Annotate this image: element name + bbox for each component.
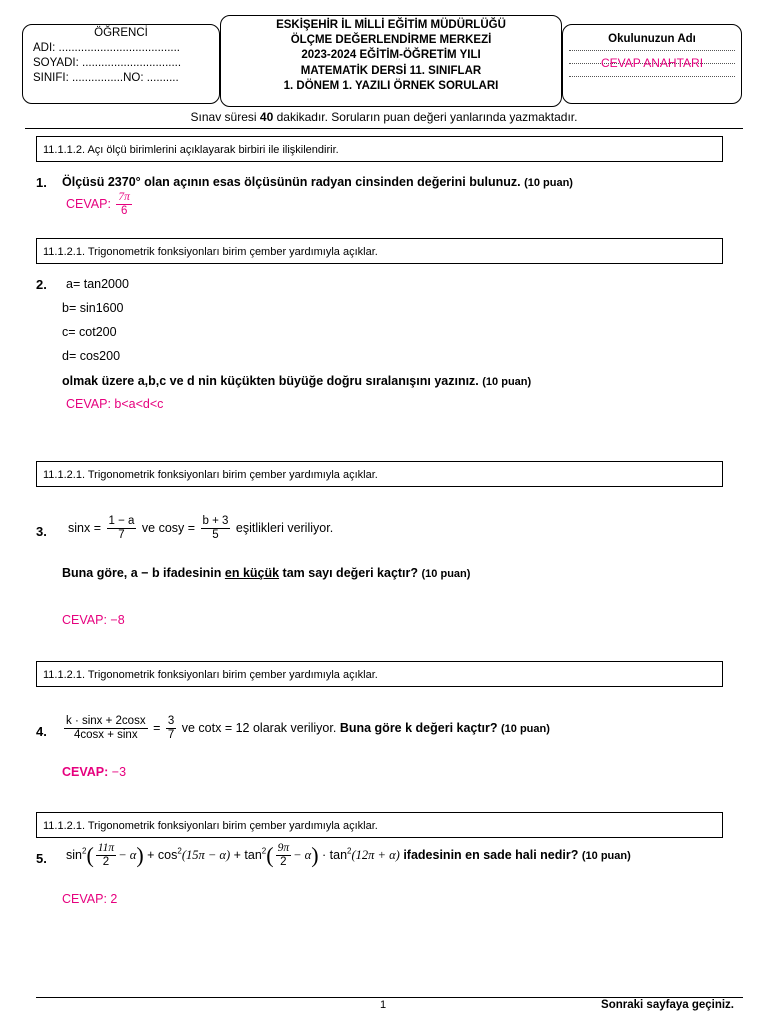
paren: ) xyxy=(311,842,319,868)
question-3-number: 3. xyxy=(36,524,47,539)
question-2-d: d= cos200 xyxy=(62,349,121,363)
fraction-denominator: 2 xyxy=(280,856,287,868)
header-line-4: MATEMATİK DERSİ 11. SINIFLAR xyxy=(300,64,482,77)
cosy-label: ve cosy = xyxy=(141,520,196,535)
objective-box-1: 11.1.1.2. Açı ölçü birimlerini açıklayarak birbiri ile ilişkilendirir. xyxy=(36,136,723,162)
question-2-text xyxy=(62,374,531,388)
footer-divider xyxy=(36,997,743,998)
question-1-number: 1. xyxy=(36,175,47,190)
question-3-body: Buna göre, a − b ifadesinin xyxy=(62,566,225,580)
fraction-denominator: 4cosx + sinx xyxy=(73,729,138,741)
fraction-denominator: 6 xyxy=(120,205,128,217)
question-5-points: (10 puan) xyxy=(581,849,631,862)
fraction-numerator: 9π xyxy=(277,842,290,854)
question-5-body: ifadesinin en sade hali nedir? xyxy=(403,847,579,862)
duration-post: dakikadır. Soruların puan değeri yanlarında yazmaktadır. xyxy=(273,110,578,124)
question-3-answer: CEVAP: −8 xyxy=(62,613,125,627)
term-tail: − α xyxy=(293,847,312,862)
question-1-answer xyxy=(66,191,134,218)
dotted-line xyxy=(569,50,735,51)
duration-pre: Sınav süresi xyxy=(190,110,260,124)
objective-box-3: 11.1.2.1. Trigonometrik fonksiyonları birim çember yardımıyla açıklar. xyxy=(36,461,723,487)
fraction-1 xyxy=(107,515,137,542)
fraction-numerator: 1 − a xyxy=(108,515,135,527)
answer-key-label: CEVAP ANAHTARI xyxy=(601,56,704,70)
question-4-mid: ve cotx = 12 olarak veriliyor. xyxy=(181,720,337,735)
fraction-numerator: 3 xyxy=(167,715,175,727)
fraction-denominator: 7 xyxy=(167,729,175,741)
fraction-denominator: 5 xyxy=(212,529,219,541)
page-number: 1 xyxy=(380,999,387,1011)
question-2-b: b= sin1600 xyxy=(62,301,124,315)
fraction-numerator: k · sinx + 2cosx xyxy=(66,715,146,727)
fraction-2 xyxy=(201,515,231,542)
tan-term-2: · tan xyxy=(322,847,348,862)
header-divider xyxy=(25,128,743,129)
question-2-number: 2. xyxy=(36,277,47,292)
sinx-label: sinx = xyxy=(68,520,102,535)
question-3-body-end: tam sayı değeri kaçtır? xyxy=(279,566,419,580)
fraction-numerator: 7π xyxy=(118,191,130,203)
header-line-5: 1. DÖNEM 1. YAZILI ÖRNEK SORULARI xyxy=(283,79,499,92)
school-box xyxy=(562,24,742,104)
answer-label: CEVAP: xyxy=(62,765,109,779)
fraction-denominator: 2 xyxy=(102,856,110,868)
next-page-note: Sonraki sayfaya geçiniz. xyxy=(601,999,734,1011)
answer-value: −3 xyxy=(111,765,127,779)
paren: ( xyxy=(86,842,94,868)
dotted-line xyxy=(569,76,735,77)
question-4-body: Buna göre k değeri kaçtır? xyxy=(339,720,498,735)
student-info-box xyxy=(22,24,220,104)
exponent: 2 xyxy=(261,846,267,856)
question-1-points: (10 puan) xyxy=(524,177,573,189)
tan-arg: (12π + α) xyxy=(351,847,400,862)
question-4-given xyxy=(62,715,550,742)
question-5-number: 5. xyxy=(36,851,47,866)
answer-label: CEVAP: xyxy=(66,196,111,211)
question-1-body: Ölçüsü 2370° olan açının esas ölçüsünün radyan cinsinden değerini bulunuz. xyxy=(62,175,521,189)
student-class-field: SINIFI: ................NO: .......... xyxy=(33,72,179,84)
question-3-points: (10 puan) xyxy=(421,568,471,580)
fraction-numerator: 11π xyxy=(97,842,115,854)
question-1-text xyxy=(62,175,573,189)
exponent: 2 xyxy=(177,846,182,856)
header-line-1: ESKİŞEHİR İL MİLLİ EĞİTİM MÜDÜRLÜĞÜ xyxy=(276,19,506,31)
student-surname-field: SOYADI: ............................... xyxy=(33,57,182,69)
objective-box-4: 11.1.2.1. Trigonometrik fonksiyonları birim çember yardımıyla açıklar. xyxy=(36,661,723,687)
question-4-answer xyxy=(62,765,126,779)
fraction-denominator: 7 xyxy=(118,529,125,541)
term-tail: − α xyxy=(118,847,137,862)
question-3-given xyxy=(68,515,333,542)
student-name-field: ADI: ...................................... xyxy=(33,42,180,54)
question-4-points: (10 puan) xyxy=(501,722,550,735)
cos-arg: (15π − α) xyxy=(181,847,231,862)
fraction-ratio xyxy=(166,715,176,742)
fraction-2 xyxy=(276,842,292,869)
answer-fraction xyxy=(116,191,132,218)
fraction-1 xyxy=(96,842,116,869)
duration-note xyxy=(0,110,768,124)
fraction-main xyxy=(64,715,148,742)
paren: ( xyxy=(266,842,274,868)
question-3-tail: eşitlikleri veriliyor. xyxy=(235,520,334,535)
exam-header-box xyxy=(220,15,562,107)
question-5-answer: CEVAP: 2 xyxy=(62,892,118,906)
sin-term: sin xyxy=(66,847,82,862)
question-2-c: c= cot200 xyxy=(62,325,117,339)
header-line-3: 2023-2024 EĞİTİM-ÖĞRETİM YILI xyxy=(301,49,481,62)
question-2-a: a= tan2000 xyxy=(66,277,129,291)
question-3-underlined: en küçük xyxy=(224,566,280,580)
question-5-expression xyxy=(66,842,631,869)
objective-box-2: 11.1.2.1. Trigonometrik fonksiyonları birim çember yardımıyla açıklar. xyxy=(36,238,723,264)
question-2-points: (10 puan) xyxy=(482,376,532,388)
school-title: Okulunuzun Adı xyxy=(608,33,696,45)
paren: ) xyxy=(136,842,144,868)
equals-sign: = xyxy=(153,720,161,735)
student-title: ÖĞRENCİ xyxy=(94,27,148,39)
exponent: 2 xyxy=(347,846,352,856)
fraction-numerator: b + 3 xyxy=(202,515,229,527)
question-2-answer: CEVAP: b<a<d<c xyxy=(66,397,164,411)
tan-term: + tan xyxy=(233,847,262,862)
question-3-text xyxy=(62,566,470,580)
duration-minutes: 40 xyxy=(259,110,274,124)
question-2-body: olmak üzere a,b,c ve d nin küçükten büyüğe doğru sıralanışını yazınız. xyxy=(62,374,479,388)
header-line-2: ÖLÇME DEĞERLENDİRME MERKEZİ xyxy=(290,34,492,47)
exponent: 2 xyxy=(81,846,87,856)
cos-term: + cos xyxy=(147,847,178,862)
question-4-number: 4. xyxy=(36,724,47,739)
objective-box-5: 11.1.2.1. Trigonometrik fonksiyonları birim çember yardımıyla açıklar. xyxy=(36,812,723,838)
